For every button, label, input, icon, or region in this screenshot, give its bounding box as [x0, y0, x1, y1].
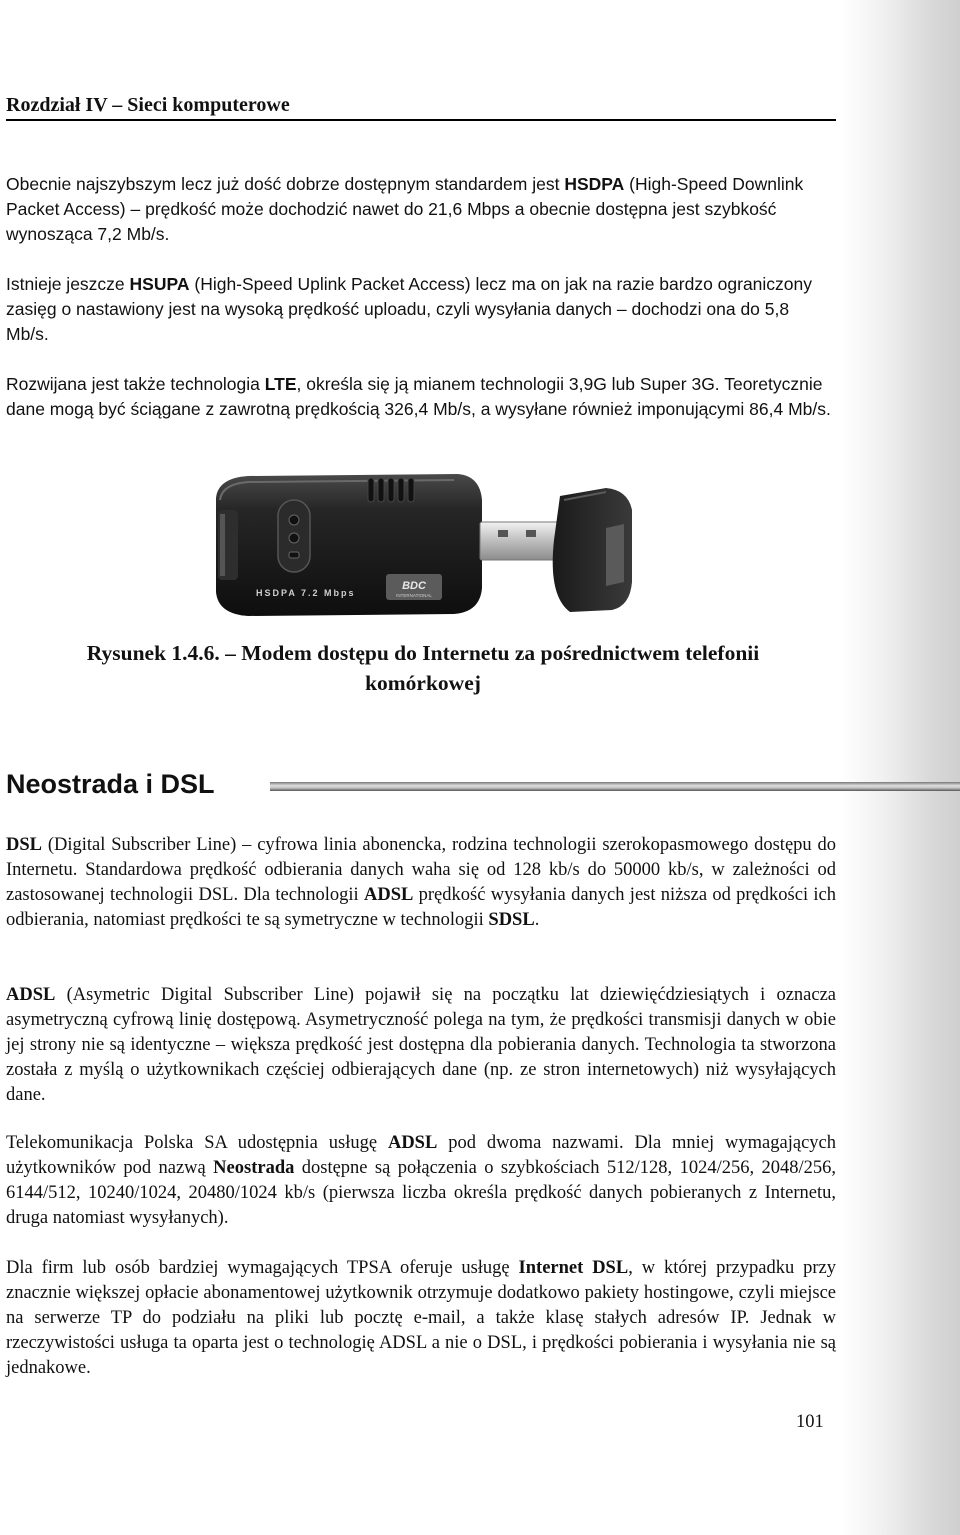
- modem-brand-sub: INTERNATIONAL: [396, 593, 432, 598]
- figure-caption-line1: Rysunek 1.4.6. – Modem dostępu do Internetu za pośrednictwem telefonii: [86, 641, 760, 665]
- hsdpa-modem-image: [208, 470, 638, 630]
- modem-brand-badge: [386, 574, 442, 600]
- usb-connector: [480, 522, 558, 560]
- modem-button-icon: [278, 500, 310, 572]
- paragraph-internet-dsl: Dla firm lub osób bardziej wymagających TPSA oferuje usługę Internet DSL, w której przypadku przy znacznie większej opłacie abonamentowej użytkownik otrzymuje dodatkowo pakiety hostingowe, czyli miejsce na serwerze TP do podziału na pliki lub pocztę e-mail, a także klasę stałych adresów IP. Jednak w rzeczywistości usługa ta oparta jest o technologię ADSL a nie o DSL, i prędkości pobierania i wysyłania nie są jednakowe.: [6, 1258, 836, 1378]
- modem-cap: [553, 488, 632, 612]
- figure-caption: [0, 638, 846, 698]
- modem-speed-label: HSDPA 7.2 Mbps: [256, 588, 356, 598]
- page-number: 101: [796, 1412, 824, 1432]
- section-heading: Neostrada i DSL: [6, 769, 215, 799]
- paragraph-hsupa: Istnieje jeszcze HSUPA (High-Speed Uplink Packet Access) lecz ma on jak na razie bardzo ograniczony zasięg o nastawiony jest na wysoką prędkość uploadu, czyli wysyłania danych – dochodzi ona do 5,8 Mb/s.: [6, 274, 813, 344]
- figure-caption-line2: komórkowej: [365, 671, 481, 695]
- paragraph-lte: Rozwijana jest także technologia LTE, określa się ją mianem technologii 3,9G lub Super 3G. Teoretycznie dane mogą być ściągane z zawrotną prędkością 326,4 Mb/s, a wysyłane również imponującymi 86,4 Mb/s.: [6, 374, 831, 419]
- section-rule: [270, 782, 960, 791]
- paragraph-hsdpa: Obecnie najszybszym lecz już dość dobrze dostępnym standardem jest HSDPA (High-Speed Downlink Packet Access) – prędkość może dochodzić nawet do 21,6 Mbps a obecnie dostępna jest szybkość wynosząca 7,2 Mb/s.: [6, 174, 804, 244]
- modem-brand-logo: BDC: [402, 580, 426, 592]
- paragraph-dsl: DSL (Digital Subscriber Line) – cyfrowa linia abonencka, rodzina technologii szerokopasmowego dostępu do Internetu. Standardowa prędkość odbierania danych waha się od 128 kb/s do 50000 kb/s, w zależności od zastosowanej technologii DSL. Dla technologii ADSL prędkość wysyłania danych jest niższa od prędkości ich odbierania, natomiast prędkości te są symetryczne w technologii SDSL.: [6, 835, 837, 930]
- paragraph-adsl: ADSL (Asymetric Digital Subscriber Line) pojawił się na początku lat dziewięćdziesiątych i oznacza asymetryczną cyfrową linię dostępową. Asymetryczność polega na tym, że prędkości transmisji danych w obie jej strony nie są identyczne – większa prędkość jest dostępna dla pobierania danych. Technologia ta stworzona została z myślą o użytkownikach częściej odbierających dane (np. ze stron internetowych) niż wysyłających dane.: [6, 985, 836, 1105]
- paragraph-tpsa: Telekomunikacja Polska SA udostępnia usługę ADSL pod dwoma nazwami. Dla mniej wymagających użytkowników pod nazwą Neostrada dostępne są połączenia o szybkościach 512/128, 1024/256, 2048/256, 6144/512, 10240/1024, 20480/1024 kb/s (pierwsza liczba określa prędkość danych pobieranych z Internetu, druga natomiast wysyłanych).: [6, 1133, 837, 1228]
- chapter-header: Rozdział IV – Sieci komputerowe: [6, 92, 836, 121]
